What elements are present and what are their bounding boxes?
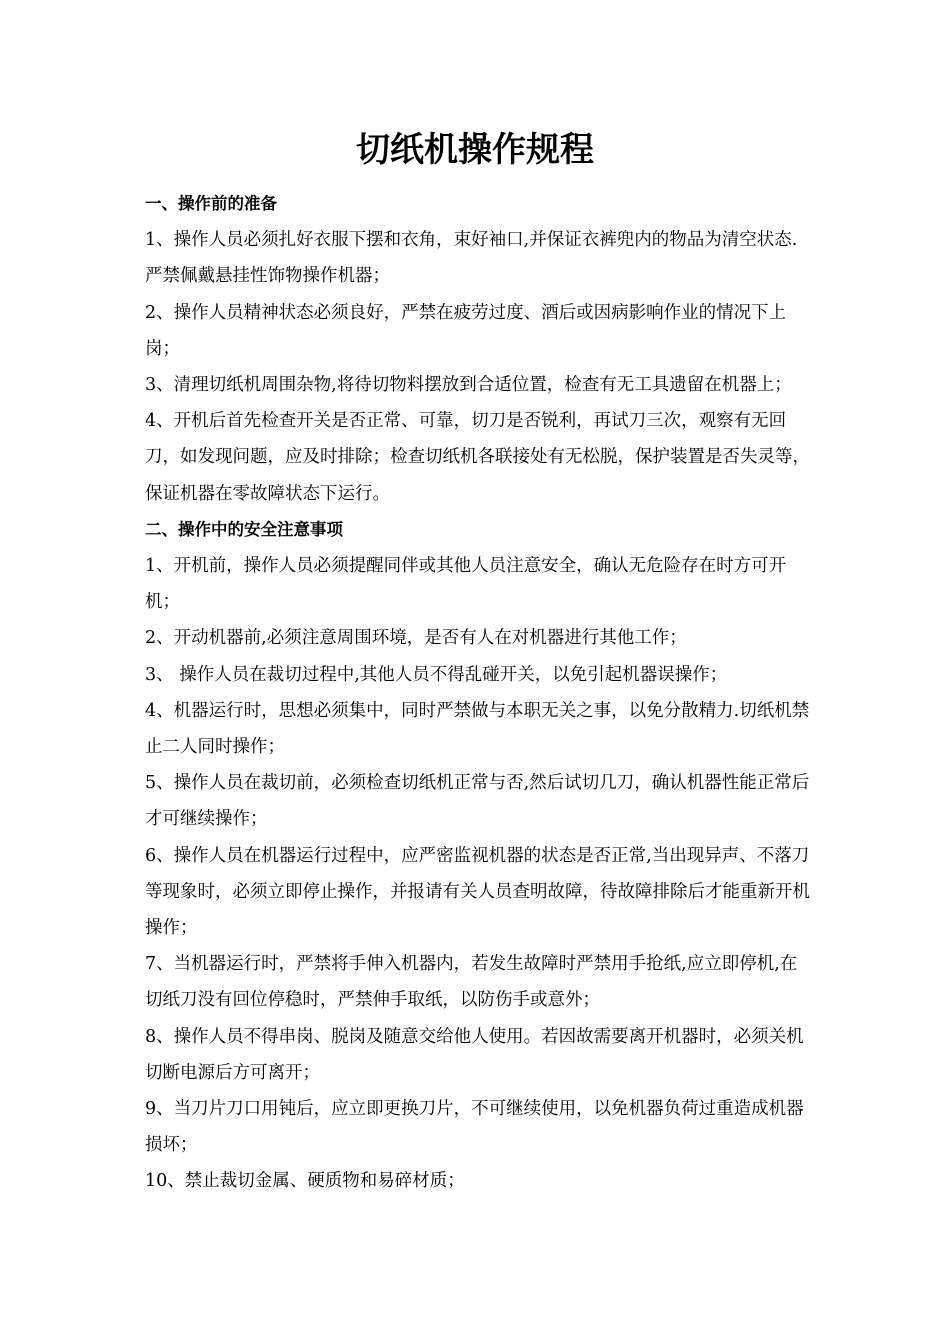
list-item: 1、开机前，操作人员必须提醒同伴或其他人员注意安全，确认无危险存在时方可开机； — [145, 556, 787, 613]
list-item: 2、开动机器前,必须注意周围环境，是否有人在对机器进行其他工作； — [145, 628, 687, 649]
section-heading: 一、操作前的准备 — [145, 194, 277, 213]
list-item: 3、 操作人员在裁切过程中,其他人员不得乱碰开关，以免引起机器误操作； — [145, 664, 728, 685]
document-body — [145, 186, 813, 1200]
list-item: 4、开机后首先检查开关是否正常、可靠，切刀是否锐利，再试刀三次，观察有无回刀，如发现问题，应及时排除；检查切纸机各联接处有无松脱，保护装置是否失灵等，保证机器在零故障状态下运行。 — [145, 411, 810, 504]
section-safety — [145, 512, 813, 1200]
list-item: 1、操作人员必须扎好衣服下摆和衣角，束好袖口,并保证衣裤兜内的物品为清空状态.严禁佩戴悬挂性饰物操作机器； — [145, 230, 798, 287]
list-item: 4、机器运行时，思想必须集中，同时严禁做与本职无关之事，以免分散精力.切纸机禁止二人同时操作； — [145, 700, 810, 758]
list-item: 9、当刀片刀口用钝后，应立即更换刀片，不可继续使用，以免机器负荷过重造成机器损坏； — [145, 1099, 804, 1156]
list-item: 3、清理切纸机周围杂物,将待切物料摆放到合适位置，检查有无工具遗留在机器上； — [145, 375, 792, 396]
section-preparation — [145, 186, 813, 512]
list-item: 6、操作人员在机器运行过程中，应严密监视机器的状态是否正常,当出现异声、不落刀等现象时，必须立即停止操作，并报请有关人员查明故障，待故障排除后才能重新开机操作； — [145, 845, 810, 939]
list-item: 2、操作人员精神状态必须良好，严禁在疲劳过度、酒后或因病影响作业的情况下上岗； — [145, 302, 787, 359]
list-item: 8、操作人员不得串岗、脱岗及随意交给他人使用。若因故需要离开机器时，必须关机切断电源后方可离开； — [145, 1026, 804, 1083]
list-item: 7、当机器运行时，严禁将手伸入机器内，若发生故障时严禁用手抢纸,应立即停机,在切纸刀没有回位停稳时，严禁伸手取纸，以防伤手或意外； — [145, 954, 798, 1011]
section-heading: 二、操作中的安全注意事项 — [145, 519, 343, 539]
page-title: 切纸机操作规程 — [356, 130, 594, 170]
list-item: 10、禁止裁切金属、硬质物和易碎材质； — [145, 1171, 465, 1192]
list-item: 5、操作人员在裁切前，必须检查切纸机正常与否,然后试切几刀，确认机器性能正常后才可继续操作； — [145, 773, 810, 830]
